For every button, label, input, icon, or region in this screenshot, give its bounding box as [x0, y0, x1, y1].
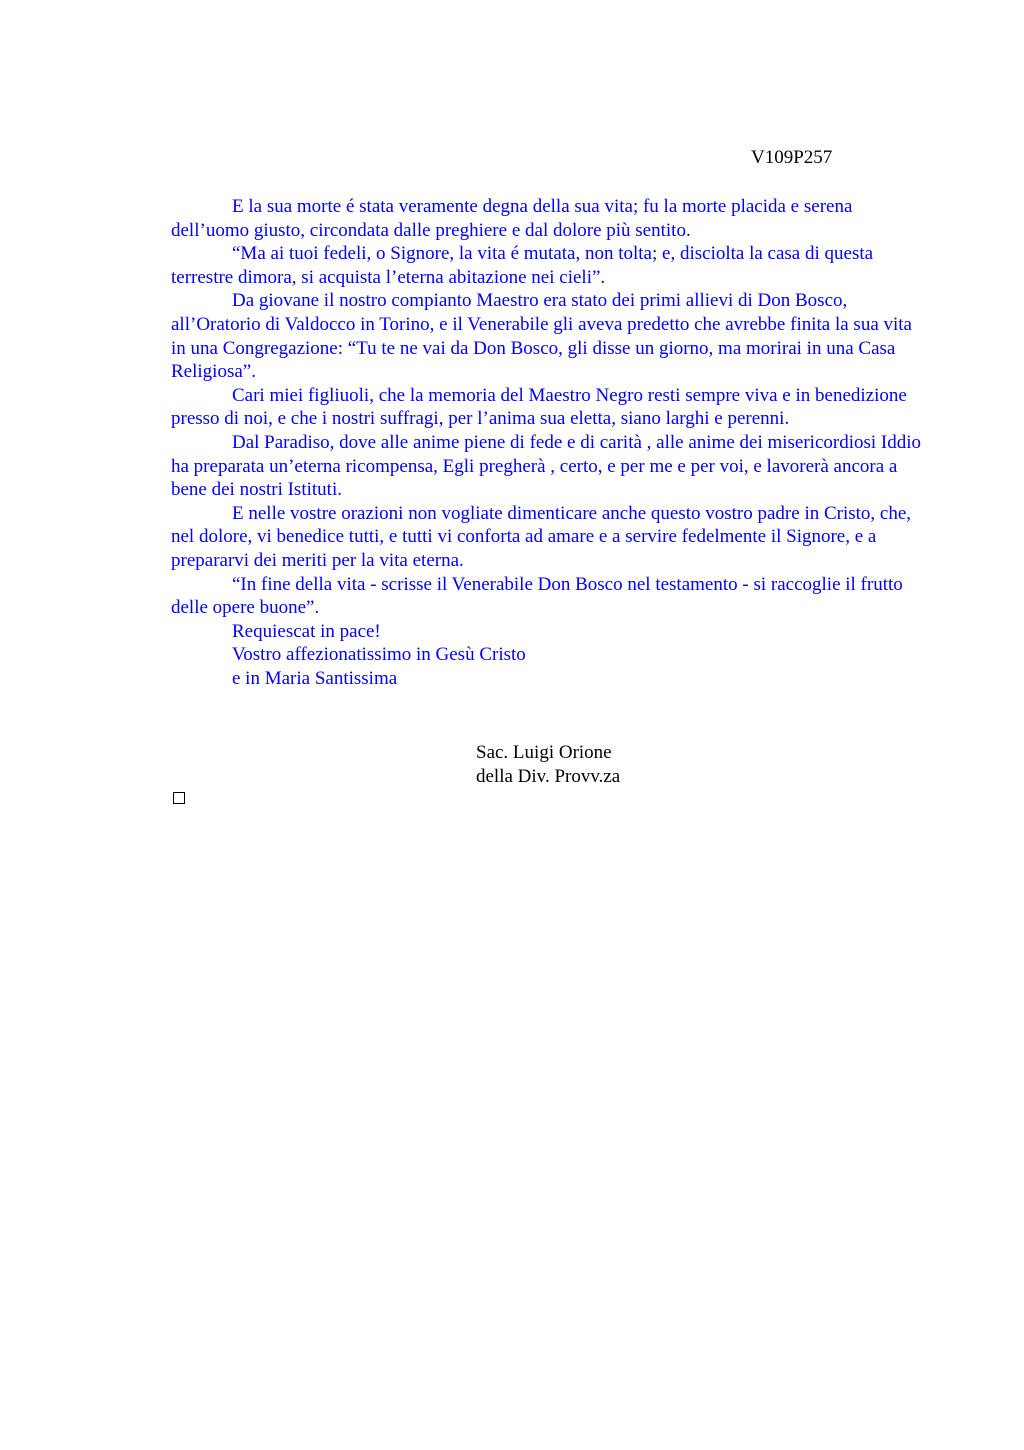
signature-name: Sac. Luigi Orione	[476, 742, 612, 763]
signature-block	[476, 741, 620, 788]
page-reference: V109P257	[751, 147, 833, 168]
paragraph: E la sua morte é stata veramente degna della sua vita; fu la morte placida e serena dell’uomo giusto, circondata dalle preghiere e dal dolore più sentito.	[171, 196, 853, 241]
closing-line: Requiescat in pace!	[232, 620, 381, 642]
closing-line: Vostro affezionatissimo in Gesù Cristo	[232, 644, 526, 666]
paragraph: Da giovane il nostro compianto Maestro era stato dei primi allievi di Don Bosco, all’Oratorio di Valdocco in Torino, e il Venerabile gli aveva predetto che avrebbe finita la sua vita in una Congregazione: “Tu te ne vai da Don Bosco, gli disse un giorno, ma morirai in una Casa Religiosa”.	[171, 290, 912, 383]
paragraph: “In fine della vita - scrisse il Venerabile Don Bosco nel testamento - si raccoglie il frutto delle opere buone”.	[171, 573, 903, 619]
signature-title: della Div. Provv.za	[476, 765, 621, 787]
paragraph: Cari miei figliuoli, che la memoria del Maestro Negro resti sempre viva e in benedizione presso di noi, e che i nostri suffragi, per l’anima sua eletta, siano larghi e perenni.	[171, 384, 907, 430]
paragraph: “Ma ai tuoi fedeli, o Signore, la vita é mutata, non tolta; e, disciolta la casa di questa terrestre dimora, si acquista l’eterna abitazione nei cieli”.	[171, 243, 874, 288]
letter-body	[171, 195, 931, 690]
closing-line: e in Maria Santissima	[232, 667, 398, 689]
paragraph: Dal Paradiso, dove alle anime piene di fede e di carità , alle anime dei misericordiosi Iddio ha preparata un’eterna ricompensa, Egli pregherà , certo, e per me e per voi, e lavorerà ancora a bene dei nostri Istituti.	[171, 431, 922, 501]
paragraph: E nelle vostre orazioni non vogliate dimenticare anche questo vostro padre in Cristo, che, nel dolore, vi benedice tutti, e tutti vi conforta ad amare e a servire fedelmente il Signore, e a prepararvi dei meriti per la vita eterna.	[171, 502, 912, 571]
end-marker-box	[173, 792, 185, 804]
